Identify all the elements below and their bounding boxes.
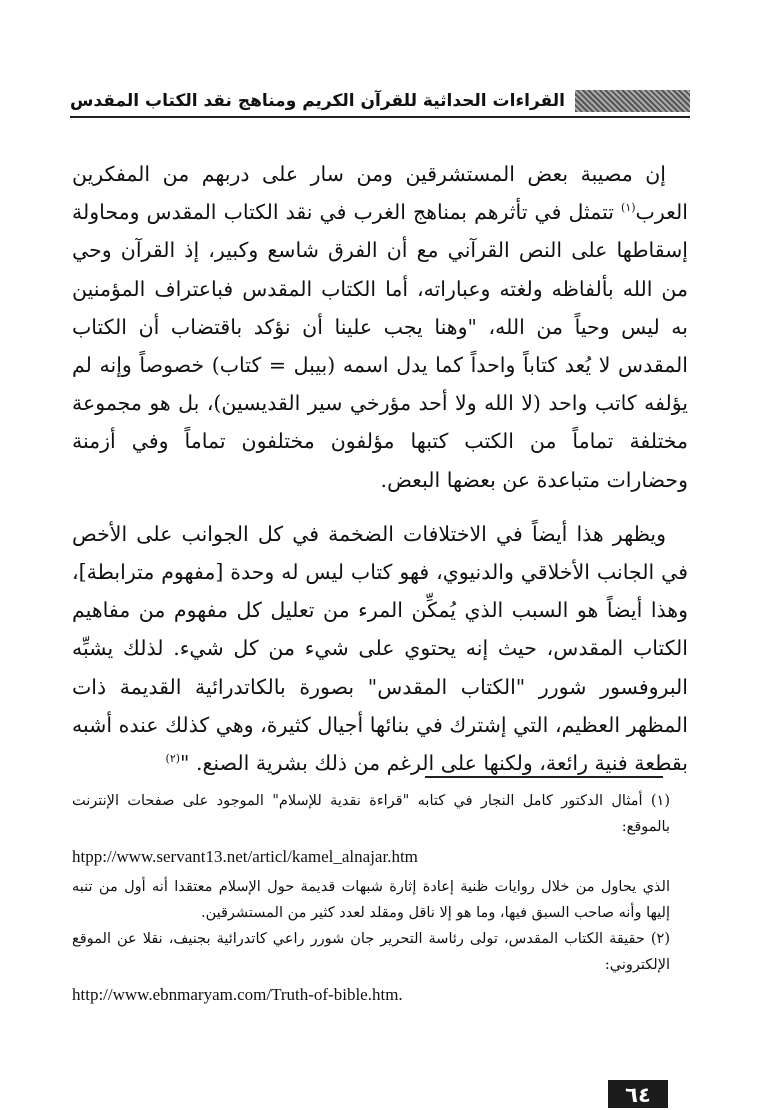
footnote-2-text: (٢) حقيقة الكتاب المقدس، تولى رئاسة التحرير جان شورر راعي كاتدرائية بجنيف، نقلا عن الموقع الإلكتروني:	[72, 931, 670, 973]
paragraph-1	[72, 155, 688, 499]
header-title: القراءات الحداثية للقرآن الكريم ومناهج نقد الكتاب المقدس	[70, 91, 565, 111]
footnote-2-url: http://www.ebnmaryam.com/Truth-of-bible.htm.	[72, 985, 403, 1004]
footnote-1-text: (١) أمثال الدكتور كامل النجار في كتابه "قراءة نقدية للإسلام" الموجود على صفحات الإنترنت بالموقع:	[72, 793, 670, 835]
paragraph-1-rest: تتمثل في تأثرهم بمناهج الغرب في نقد الكتاب المقدس ومحاولة إسقاطها على النص القرآني مع أن الفرق شاسع وكبير، إذ القرآن وحي من الله بألفاظه ولغته وعباراته، أما الكتاب المقدس فباعتراف المؤمنين به ليس وحياً من الله، "وهنا يجب علينا أن نؤكد باقتضاب أن الكتاب المقدس لا يُعد كتاباً واحداً كما يدل اسمه (بيبل = كتاب) خصوصاً وإنه لم يؤلفه كاتب واحد (لا الله ولا أحد مؤرخي سير القديسين)، بل هو مجموعة مختلفة تماماً من الكتب كتبها مؤلفون مختلفون تماماً وفي أزمنة وحضارات متباعدة عن بعضها البعض.	[72, 200, 688, 492]
main-text	[72, 155, 688, 782]
page-number: ٦٤	[608, 1080, 668, 1108]
footnote-1-continuation: الذي يحاول من خلال روايات ظنية إعادة إثارة شبهات قديمة حول الإسلام معتقدا أنه أول من تنبه إليها وأنه صاحب السبق فيها، وما هو إلا ناقل ومقلد لعدد كثير من المستشرقين.	[72, 879, 670, 921]
header-pattern-bar	[575, 90, 690, 112]
footnote-separator	[425, 776, 663, 778]
footnote-ref-2: (٢)	[165, 752, 181, 766]
footnotes	[72, 788, 670, 1012]
footnote-1-url: htpp://www.servant13.net/articl/kamel_alnajar.htm	[72, 847, 418, 866]
paragraph-2	[72, 515, 688, 782]
paragraph-1-start: إن مصيبة بعض المستشرقين ومن سار على دربهم من المفكرين العرب	[72, 162, 688, 225]
running-header	[70, 86, 690, 118]
paragraph-2-text: ويظهر هذا أيضاً في الاختلافات الضخمة في كل الجوانب على الأخص في الجانب الأخلاقي والدنيوي، فهو كتاب ليس له وحدة [مفهوم مترابطة]، وهذا أيضاً هو السبب الذي يُمكِّن المرء من تعليل كل مفهوم من مفاهيم الكتاب المقدس، حيث إنه يحتوي على شيء من كل شيء. لذلك يشبِّه البروفسور شورر "الكتاب المقدس" بصورة بالكاتدرائية القديمة ذات المظهر العظيم، التي إشترك في بنائها أجيال كثيرة، وهي كذلك عنده أشبه بقطعة فنية رائعة، ولكنها على الرغم من ذلك بشرية الصنع. "	[72, 521, 688, 776]
footnote-ref-1: (١)	[621, 201, 636, 215]
